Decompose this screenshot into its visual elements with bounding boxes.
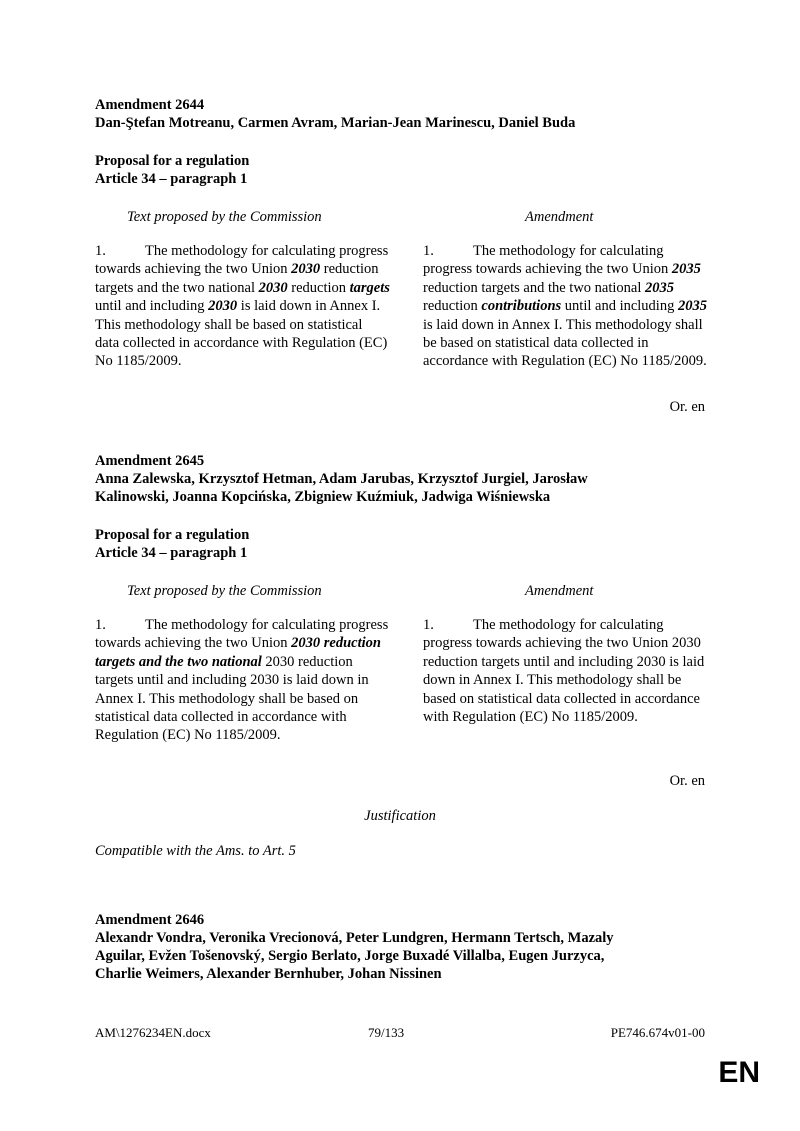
changed-text: 2035 bbox=[671, 261, 701, 278]
changed-text: 2030 bbox=[208, 298, 238, 315]
text-run: is laid down in Annex I. This methodology shall be based on statistical data collected in accordance with Regulation (EC) No 1185/2009. bbox=[95, 298, 388, 370]
amendment-text bbox=[423, 616, 708, 726]
proposal-title: Proposal for a regulation bbox=[95, 527, 250, 543]
footer-page-number: 79/133 bbox=[368, 1025, 405, 1040]
commission-text bbox=[95, 616, 390, 745]
original-language: Or. en bbox=[669, 773, 705, 789]
language-badge: EN bbox=[718, 1056, 760, 1089]
amendment-2644-header bbox=[95, 96, 575, 132]
amendment-2645-header bbox=[95, 452, 588, 506]
changed-text: 2030 reduction targets and the two national bbox=[95, 635, 381, 670]
footer-doc-name: AM\1276234EN.docx bbox=[95, 1025, 211, 1040]
col-head-amendment: Amendment bbox=[525, 209, 594, 225]
col-head-amendment: Amendment bbox=[525, 583, 594, 599]
amendment-2645-reference bbox=[95, 526, 249, 562]
amendment-2646-header bbox=[95, 911, 614, 983]
text-run: The methodology for calculating progress towards achieving the two Union bbox=[423, 243, 672, 278]
text-run: until and including bbox=[95, 298, 209, 315]
text-run: The methodology for calculating progress towards achieving the two Union bbox=[95, 617, 389, 652]
justification-text: Compatible with the Ams. to Art. 5 bbox=[95, 843, 296, 859]
original-language: Or. en bbox=[669, 399, 705, 415]
article-reference: Article 34 – paragraph 1 bbox=[95, 171, 248, 187]
text-run: reduction bbox=[287, 279, 350, 296]
justification-heading: Justification bbox=[364, 808, 436, 824]
changed-text: 2030 bbox=[291, 261, 321, 278]
amendment-authors: Charlie Weimers, Alexander Bernhuber, Johan Nissinen bbox=[95, 966, 442, 982]
text-run: until and including bbox=[561, 298, 678, 315]
amendment-number: Amendment 2646 bbox=[95, 912, 205, 928]
text-run: reduction targets and the two national bbox=[423, 279, 646, 296]
changed-text: contributions bbox=[481, 298, 562, 315]
paragraph-number: 1. bbox=[423, 617, 434, 633]
proposal-title: Proposal for a regulation bbox=[95, 153, 250, 169]
text-run: The methodology for calculating progress towards achieving the two Union 2030 reduction targets until and including 2030 is laid down in Annex I. This methodology shall be based on statistical data collected in accordance with Regulation (EC) No 1185/2009. bbox=[423, 617, 705, 726]
paragraph-number: 1. bbox=[95, 617, 106, 633]
changed-text: targets bbox=[349, 279, 390, 296]
text-run: is laid down in Annex I. This methodology shall be based on statistical data collected in accordance with Regulation (EC) No 1185/2009. bbox=[423, 316, 707, 370]
amendment-authors: Aguilar, Evžen Tošenovský, Sergio Berlato, Jorge Buxadé Villalba, Eugen Jurzyca, bbox=[95, 948, 605, 964]
amendment-authors: Dan-Ştefan Motreanu, Carmen Avram, Marian-Jean Marinescu, Daniel Buda bbox=[95, 115, 576, 131]
article-reference: Article 34 – paragraph 1 bbox=[95, 545, 248, 561]
col-head-commission: Text proposed by the Commission bbox=[127, 583, 322, 599]
amendment-number: Amendment 2645 bbox=[95, 453, 205, 469]
commission-text bbox=[95, 242, 390, 371]
amendment-authors: Anna Zalewska, Krzysztof Hetman, Adam Jarubas, Krzysztof Jurgiel, Jarosław bbox=[95, 471, 588, 487]
amendment-authors: Alexandr Vondra, Veronika Vrecionová, Peter Lundgren, Hermann Tertsch, Mazaly bbox=[95, 930, 614, 946]
paragraph-number: 1. bbox=[95, 243, 106, 259]
changed-text: 2035 bbox=[645, 279, 675, 296]
changed-text: 2035 bbox=[677, 298, 707, 315]
text-run: 2030 reduction targets until and including 2030 is laid down in Annex I. This methodology shall be based on statistical data collected in accordance with Regulation (EC) No 1185/2009. bbox=[95, 653, 369, 744]
amendment-number: Amendment 2644 bbox=[95, 97, 205, 113]
amendment-text bbox=[423, 242, 713, 371]
changed-text: 2030 bbox=[258, 279, 288, 296]
text-run: reduction bbox=[423, 298, 482, 315]
amendment-2644-reference bbox=[95, 152, 249, 188]
amendment-authors: Kalinowski, Joanna Kopcińska, Zbigniew Kuźmiuk, Jadwiga Wiśniewska bbox=[95, 489, 551, 505]
text-run: reduction targets and the two national bbox=[95, 261, 379, 296]
paragraph-number: 1. bbox=[423, 243, 434, 259]
col-head-commission: Text proposed by the Commission bbox=[127, 209, 322, 225]
footer-reference: PE746.674v01-00 bbox=[610, 1025, 705, 1040]
text-run: The methodology for calculating progress towards achieving the two Union bbox=[95, 243, 389, 278]
